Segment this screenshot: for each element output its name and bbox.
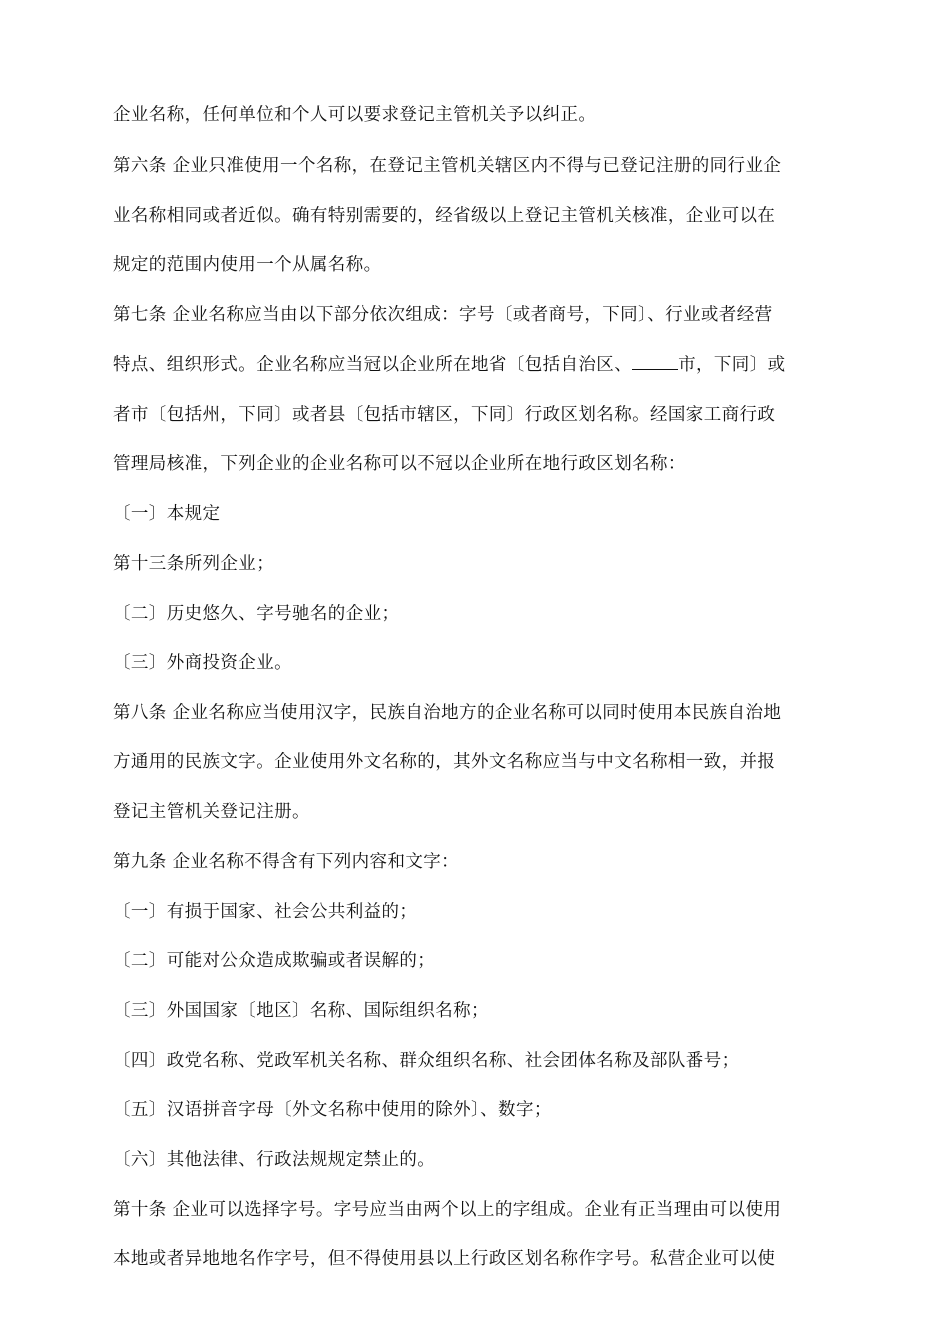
text-line: 第九条 企业名称不得含有下列内容和文字： [113,852,460,872]
text-line: 者市〔包括州，下同〕或者县〔包括市辖区，下同〕行政区划名称。经国家工商行政 [113,405,776,425]
text-line: 第七条 企业名称应当由以下部分依次组成：字号〔或者商号，下同〕、行业或者经营 [113,305,773,325]
text-line: 〔一〕有损于国家、社会公共利益的； [113,902,418,922]
text-line: 本地或者异地地名作字号，但不得使用县以上行政区划名称作字号。私营企业可以使 [113,1249,776,1269]
text-line: 第十三条所列企业； [113,554,275,574]
text-line: 登记主管机关登记注册。 [113,802,310,822]
text-line: 〔六〕其他法律、行政法规规定禁止的。 [113,1150,436,1170]
text-line: 管理局核准，下列企业的企业名称可以不冠以企业所在地行政区划名称： [113,454,686,474]
text-line: 〔一〕本规定 [113,504,221,524]
text-line: 〔五〕汉语拼音字母〔外文名称中使用的除外〕、数字； [113,1100,552,1120]
text-line-with-blank [113,353,786,377]
text-line: 企业名称，任何单位和个人可以要求登记主管机关予以纠正。 [113,105,597,125]
text-line: 〔三〕外国国家〔地区〕名称、国际组织名称； [113,1001,489,1021]
text-line: 方通用的民族文字。企业使用外文名称的，其外文名称应当与中文名称相一致，并报 [113,752,776,772]
text-line: 规定的范围内使用一个从属名称。 [113,255,382,275]
fill-in-blank [632,355,678,370]
text-segment: 市，下同〕或 [678,355,786,375]
text-line: 〔四〕政党名称、党政军机关名称、群众组织名称、社会团体名称及部队番号； [113,1051,740,1071]
text-line: 〔二〕可能对公众造成欺骗或者误解的； [113,951,436,971]
text-line: 〔二〕历史悠久、字号驰名的企业； [113,604,400,624]
text-line: 业名称相同或者近似。确有特别需要的，经省级以上登记主管机关核准，企业可以在 [113,206,776,226]
text-line: 第六条 企业只准使用一个名称，在登记主管机关辖区内不得与已登记注册的同行业企 [113,156,782,176]
text-segment: 特点、组织形式。企业名称应当冠以企业所在地省〔包括自治区、 [113,355,633,375]
text-line: 〔三〕外商投资企业。 [113,653,292,673]
text-line: 第十条 企业可以选择字号。字号应当由两个以上的字组成。企业有正当理由可以使用 [113,1200,782,1220]
text-line: 第八条 企业名称应当使用汉字，民族自治地方的企业名称可以同时使用本民族自治地 [113,703,782,723]
